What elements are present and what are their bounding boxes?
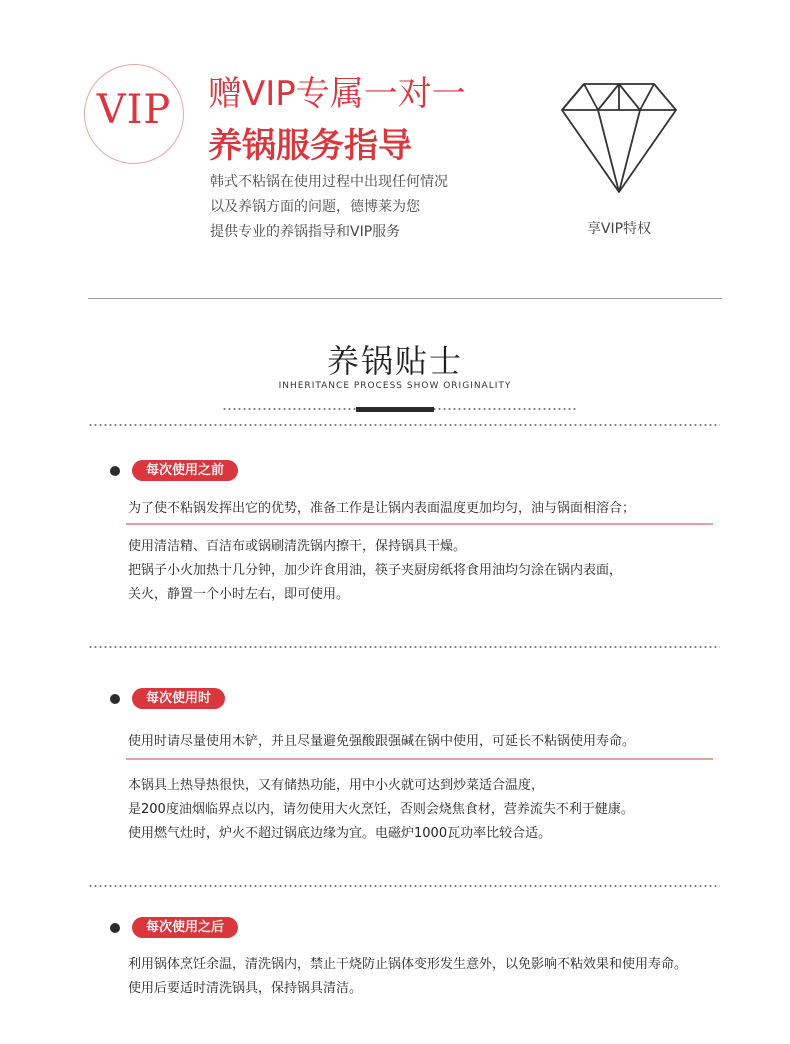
intro-line: 韩式不粘锅在使用过程中出现任何情况	[210, 174, 448, 190]
vip-badge-text: VIP	[96, 87, 172, 133]
section-label-during-use: 每次使用时	[132, 688, 225, 709]
body-line: 本锅具上热导热很快，又有储热功能，用中小火就可达到炒菜适合温度，	[128, 778, 545, 793]
section-body	[128, 535, 622, 607]
section-lead: 为了使不粘锅发挥出它的优势，准备工作是让锅内表面温度更加均匀，油与锅面相溶合；	[128, 501, 636, 516]
body-line: 关火，静置一个小时左右，即可使用。	[128, 587, 350, 602]
section-body	[128, 774, 634, 846]
bullet-dot	[110, 694, 120, 704]
body-line: 使用燃气灶时，炉火不超过锅底边缘为宜。电磁炉1000瓦功率比较合适。	[128, 826, 552, 841]
body-line: 把锅子小火加热十几分钟，加少许食用油，筷子夹厨房纸将食用油均匀涂在锅内表面，	[128, 563, 623, 578]
headline-line1: 赠VIP专属一对一	[208, 74, 466, 114]
intro-line: 提供专业的养锅指导和VIP服务	[210, 224, 401, 240]
bullet-dot	[110, 466, 120, 476]
tips-title: 养锅贴士	[326, 342, 463, 380]
body-line: 利用锅体烹饪余温，清洗锅内，禁止干烧防止锅体变形发生意外，以免影响不粘效果和使用寿命。	[128, 957, 688, 972]
intro-line: 以及养锅方面的问题，德博莱为您	[210, 199, 420, 215]
section-rule	[126, 758, 713, 760]
dotted-divider	[88, 882, 720, 890]
dotted-divider	[88, 643, 720, 651]
intro-text	[210, 170, 510, 245]
headline-line2: 养锅服务指导	[208, 126, 412, 166]
section-lead: 使用时请尽量使用木铲，并且尽量避免强酸跟强碱在锅中使用，可延长不粘锅使用寿命。	[128, 734, 636, 749]
body-line: 使用后要适时清洗锅具，保持锅具清洁。	[128, 981, 363, 996]
diamond-icon	[560, 78, 678, 194]
section-rule	[126, 523, 713, 525]
bullet-dot	[110, 923, 120, 933]
section-label-before-use: 每次使用之前	[132, 460, 238, 481]
divider	[88, 298, 722, 299]
dotted-divider	[88, 421, 720, 429]
tips-subtitle: INHERITANCE PROCESS SHOW ORIGINALITY	[278, 381, 512, 391]
section-label-after-use: 每次使用之后	[132, 917, 238, 938]
vip-badge	[84, 64, 184, 164]
body-line: 是200度油烟临界点以内，请勿使用大火烹饪，否则会烧焦食材，营养流失不利于健康。	[128, 802, 634, 817]
title-bar-ornament	[356, 407, 434, 412]
body-line: 使用清洁精、百洁布或锅刷清洗锅内擦干，保持锅具干燥。	[128, 539, 467, 554]
diamond-caption: 享VIP特权	[586, 221, 652, 237]
section-body	[128, 953, 687, 1001]
